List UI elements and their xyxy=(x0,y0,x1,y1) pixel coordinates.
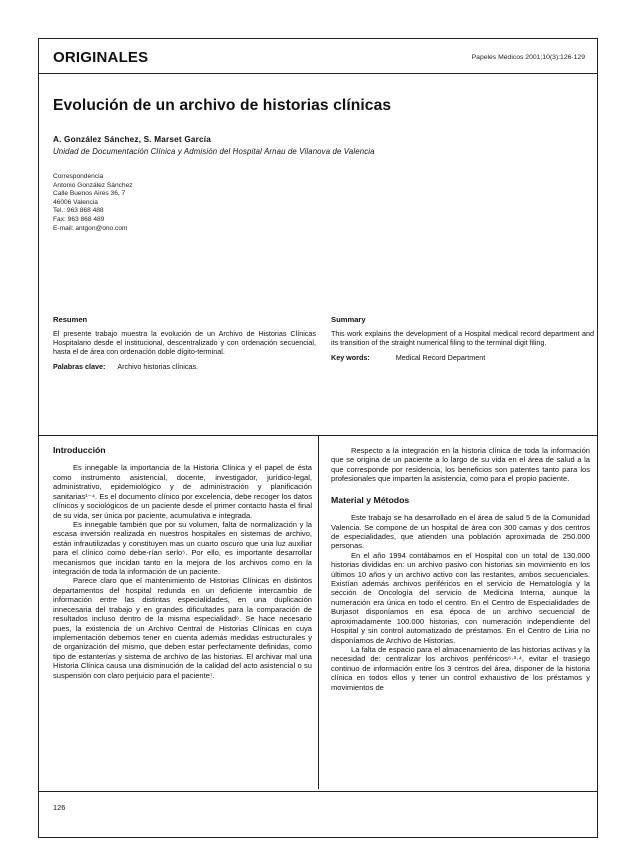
abstract-english-text: This work explains the development of a Hospital medical record department and its transition of the straight numerical filing to the terminal digit filing. xyxy=(331,329,594,348)
abstract-english xyxy=(331,315,594,362)
intro-heading: Introducción xyxy=(53,445,106,455)
keywords-label-es: Palabras clave: xyxy=(53,362,106,372)
body-column-right xyxy=(331,446,590,692)
correspondence-block xyxy=(53,173,133,233)
section-label: ORIGINALES xyxy=(53,49,149,66)
article-affiliation: Unidad de Documentación Clínica y Admisión del Hospital Arnau de Vilanova de Valencia xyxy=(53,147,375,156)
intro-paragraph-3: Parece claro que el mantenimiento de Historias Clínicas en distintos departamentos del hospital redunda en un deficiente intercambio de información entre las distintas especialidades, en una duplicación innecesaria del trabajo y en grandes dificultades para la comparación de resultados incluso dentro de la misma especialidad⁶. Se hace necesario pues, la existencia de un Archivo Central de Historias Clínicas en cuya implementación debemos tener en cuenta además medidas estructurales y de organización del mismo, que deben estar perfectamente definidas, como tipo de estanterías y sistema de archivo de las historias. El archivar mal una Historia Clínica causa una disminución de la calidad del acto asistencial o su suspensión con claro perjuicio para el paciente⁷. xyxy=(53,576,312,680)
correspondence-street: Calle Buenos Aires 36, 7 xyxy=(53,190,126,198)
keywords-value-en: Medical Record Department xyxy=(395,353,486,363)
integration-paragraph: Respecto a la integración en la historia clínica de toda la información que se origina de un paciente a lo largo de su vida en el área de salud a la que corresponde por residencia, los beneficios son patentes tanto para los profesionales que imparten la asistencia, como para el propio paciente. xyxy=(331,446,590,484)
abstract-spanish-text: El presente trabajo muestra la evolución de un Archivo de Historias Clínicas Hospitalario desde el institucional, descentralizado y con ordenación secuencial, hasta el de área con ordenación doble dígito-terminal. xyxy=(53,329,316,357)
correspondence-city: 46006 Valencia xyxy=(53,198,98,206)
article-title: Evolución de un archivo de historias clínicas xyxy=(53,97,392,114)
correspondence-label: Correspondencia xyxy=(53,173,104,180)
intro-paragraph-2: Es innegable también que por su volumen, falta de normalización y la escasa inversión realizada en nuestros hospitales en sistemas de archivo, están infrautilizadas y constituyen mas un cuarto oscuro que una luz auxiliar para el clínico como debe-rían serlo⁵. Por ello, es importante desarrollar mecanismos que incidan tanto en la mejora de los archivos como en la integración de toda la información de un paciente. xyxy=(53,519,312,577)
correspondence-fax: Fax: 963 868 489 xyxy=(53,215,105,223)
page-number: 126 xyxy=(53,803,66,812)
abstract-spanish-keywords xyxy=(53,362,316,371)
article-authors: A. González Sánchez, S. Marset García xyxy=(53,135,212,144)
correspondence-email: E-mail: antgon@ono.com xyxy=(53,224,128,232)
keywords-label-en: Key words: xyxy=(331,353,370,363)
journal-citation: Papeles Médicos 2001;10(3):126-129 xyxy=(471,54,585,61)
methods-paragraph-3: La falta de espacio para el almacenamiento de las historias activas y la necesidad de: centralizar los archivos periféricos⁶·³·⁴, evitar el trasiego continuo de información entre los 3 centros del área, disponer de la historia clínica en todos ellos y tener un control exhaustivo de los préstamos y movimientos de xyxy=(331,645,590,692)
intro-paragraph-1: Es innegable la importancia de la Historia Clínica y el papel de ésta como instrumento asistencial, docente, investigador, jurídico-legal, administrativo, epidemiológico y de administración y planificación sanitarias¹⁻⁴. Es el documento clínico por excelencia, debe recoger los datos clínicos y sociológicos de un paciente desde el primer contacto hasta el final de su vida, ser única por paciente, acumulativa e integrada. xyxy=(53,463,312,520)
methods-paragraph-1: Este trabajo se ha desarrollado en el área de salud 5 de la Comunidad Valencia. Se compone de un hospital de área con 300 camas y dos centros de especialidades, que atienden una población aproximada de 250.000 personas. xyxy=(331,513,590,551)
body-column-left xyxy=(53,446,312,680)
abstract-spanish-heading: Resumen xyxy=(53,315,88,324)
correspondence-tel: Tel.: 963 868 488 xyxy=(53,207,104,215)
abstract-english-keywords xyxy=(331,353,594,362)
header-rule xyxy=(39,73,597,74)
keywords-value-es: Archivo historias clínicas. xyxy=(117,362,199,372)
methods-heading: Material y Métodos xyxy=(331,494,410,505)
footer-rule xyxy=(39,791,597,792)
methods-paragraph-2: En el año 1994 contábamos en el Hospital con un total de 130.000 historias divididas en: un archivo pasivo con historias sin movimiento en los últimos 10 años y un archivo activo con las restantes, ambos secuenciales. Existían además archivos periféricos en el servicio de Hematología y la sección de Oncología del servicio de Medicina Interna, aunque la numeración era única en todo el centro. En el Centro de Especialidades de Burjasot disponíamos en esa época de un archivo secuencial de aproximadamente 100.000 historias, con numeración independiente del Hospital y sin control automatizado de préstamos. En el Centro de Liria no disponíamos de Archivo de Historias. xyxy=(331,550,590,645)
page-frame xyxy=(38,38,598,838)
column-divider xyxy=(318,435,319,789)
correspondence-name: Antonio González Sánchez xyxy=(53,181,133,189)
abstract-spanish xyxy=(53,315,316,371)
abstract-english-heading: Summary xyxy=(331,315,366,324)
